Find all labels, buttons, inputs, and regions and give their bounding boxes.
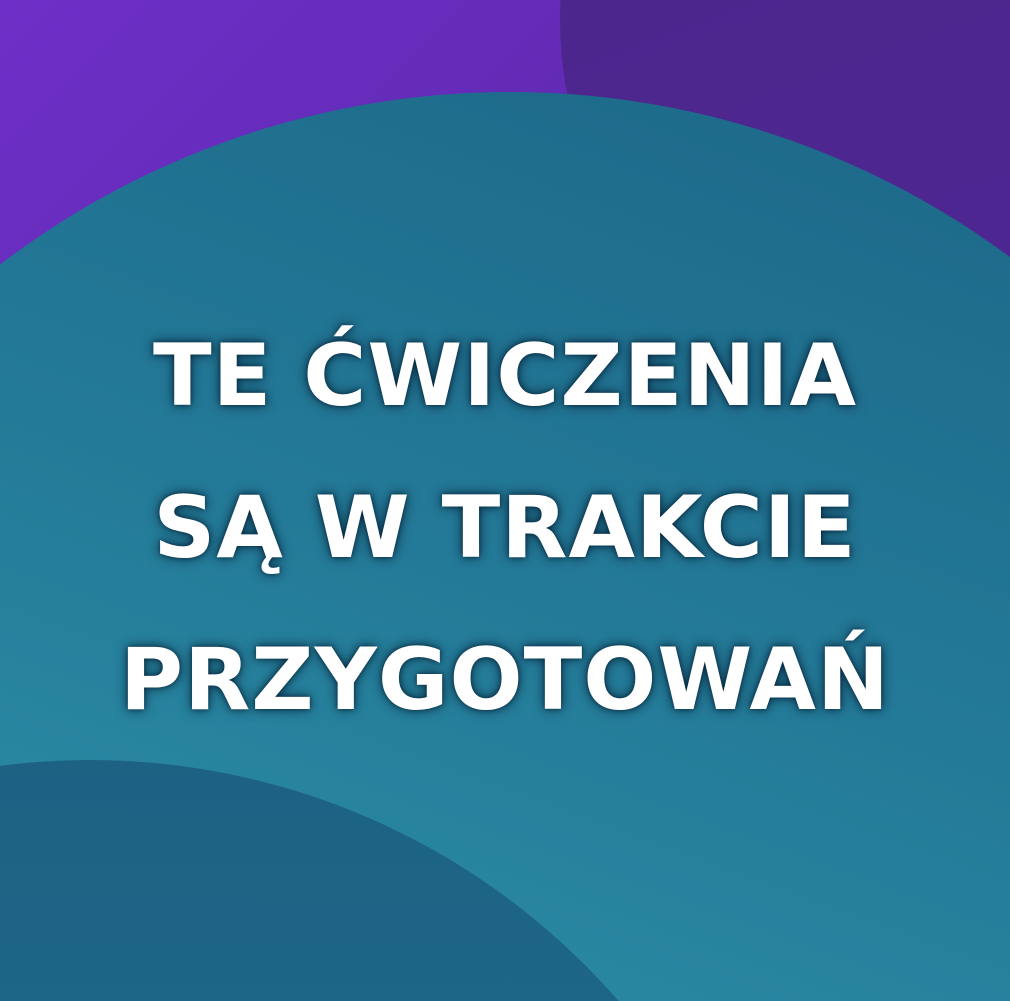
under-construction-message bbox=[0, 300, 1010, 756]
message-line-2: SĄ W TRAKCIE bbox=[153, 478, 857, 578]
message-line-1: TE ĆWICZENIA bbox=[152, 326, 858, 426]
message-line-3: PRZYGOTOWAŃ bbox=[120, 630, 890, 730]
